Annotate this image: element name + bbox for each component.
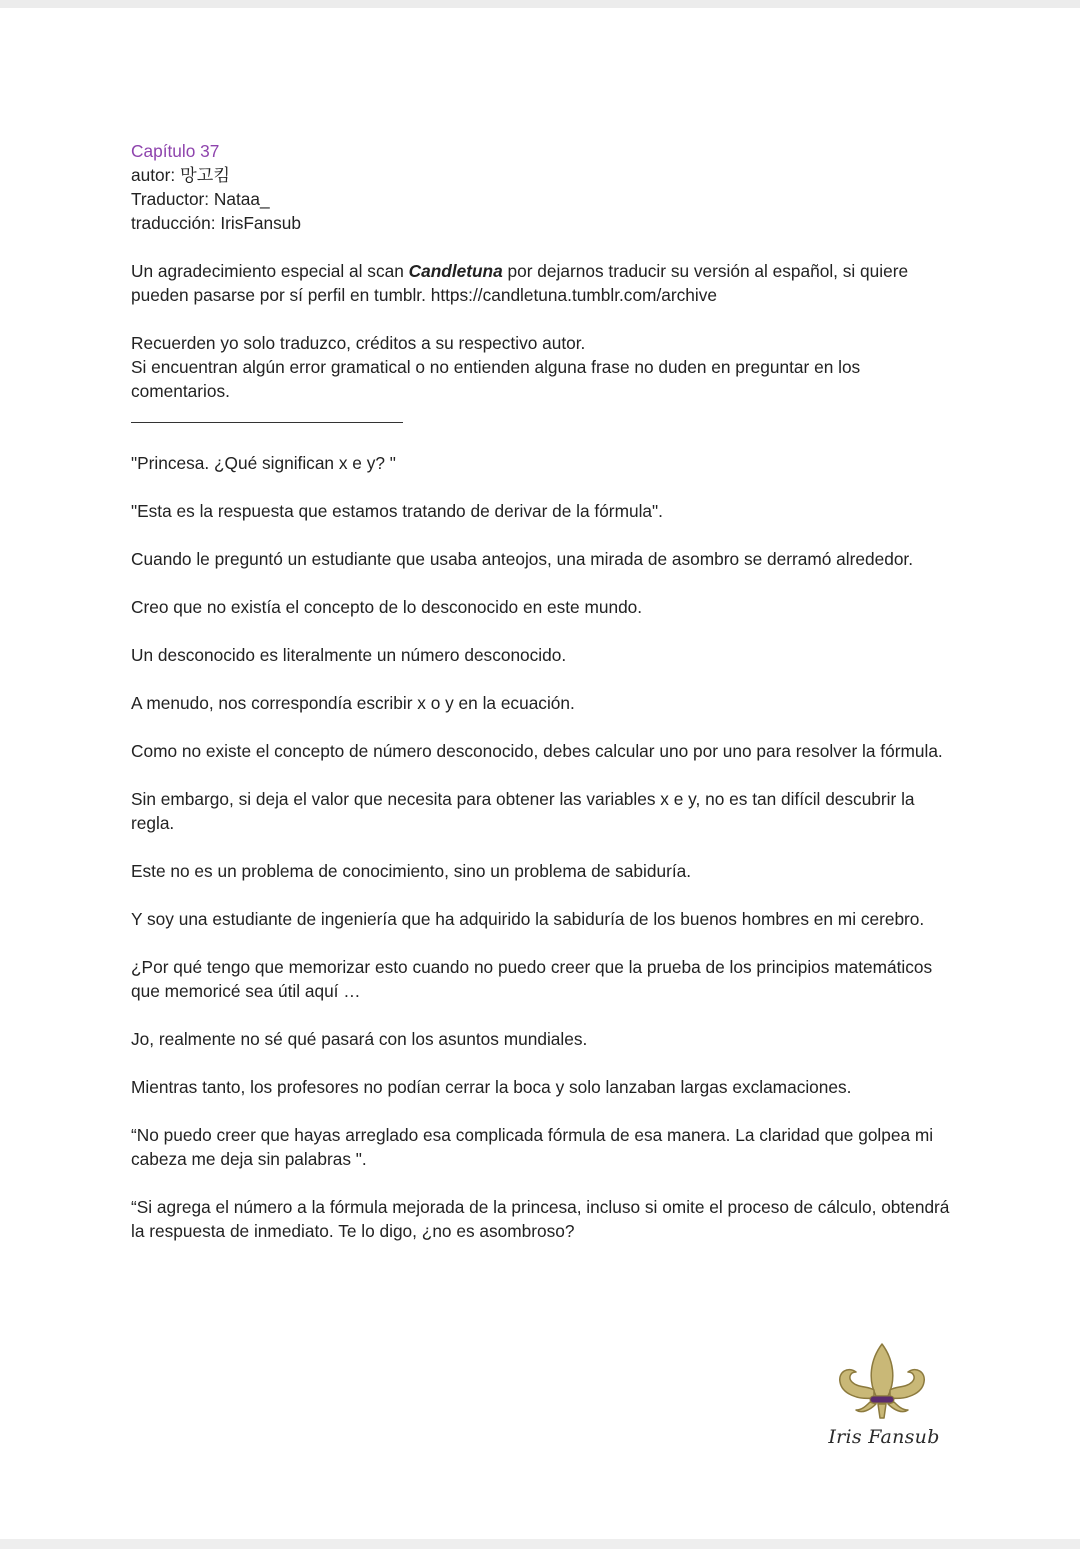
document-body [131,139,953,1243]
scan-name: Candletuna [408,261,503,281]
thanks-before: Un agradecimiento especial al scan [131,261,409,281]
chapter-title: Capítulo 37 [131,141,220,161]
paragraph: Como no existe el concepto de número desconocido, debes calcular uno por uno para resolver la fórmula. [131,741,943,761]
translator-line: Traductor: Nataa_ [131,189,270,209]
paragraph: ¿Por qué tengo que memorizar esto cuando no puedo creer que la prueba de los principios matemáticos que memoricé sea útil aquí … [131,957,933,1001]
paragraph: Un desconocido es literalmente un número desconocido. [131,645,567,665]
paragraph: “No puedo creer que hayas arreglado esa complicada fórmula de esa manera. La claridad que golpea mi cabeza me deja sin palabras ". [131,1125,934,1169]
paragraph: Mientras tanto, los profesores no podían cerrar la boca y solo lanzaban largas exclamaciones. [131,1077,852,1097]
paragraph: Y soy una estudiante de ingeniería que ha adquirido la sabiduría de los buenos hombres en mi cerebro. [131,909,925,929]
author-line: autor: 망고킴 [131,165,231,185]
paragraph: Cuando le preguntó un estudiante que usaba anteojos, una mirada de asombro se derramó alrededor. [131,549,914,569]
paragraph: Creo que no existía el concepto de lo desconocido en este mundo. [131,597,643,617]
translation-line: traducción: IrisFansub [131,213,302,233]
paragraph: Jo, realmente no sé qué pasará con los asuntos mundiales. [131,1029,588,1049]
paragraph: Sin embargo, si deja el valor que necesita para obtener las variables x e y, no es tan difícil descubrir la regla. [131,789,915,833]
note-line-2: Si encuentran algún error gramatical o no entienden alguna frase no duden en preguntar en los comentarios. [131,357,861,401]
logo-text: Iris Fansub [828,1426,940,1448]
paragraph: "Esta es la respuesta que estamos tratando de derivar de la fórmula". [131,501,663,521]
thanks-after: por dejarnos traducir su versión al español, si quiere pueden pasarse por sí perfil en tumblr. https://candletuna.tumblr.com/archive [131,261,909,305]
iris-fansub-logo [828,1338,940,1458]
paragraph: “Si agrega el número a la fórmula mejorada de la princesa, incluso si omite el proceso de cálculo, obtendrá la respuesta de inmediato. Te lo digo, ¿no es asombroso? [131,1197,950,1241]
thanks-paragraph [131,259,953,307]
fleur-de-lis-icon [828,1338,940,1426]
paragraph: "Princesa. ¿Qué significan x e y? " [131,453,396,473]
separator-line [131,422,403,423]
paragraph: A menudo, nos correspondía escribir x o y en la ecuación. [131,693,575,713]
top-edge-shadow [0,0,1080,8]
note-line-1: Recuerden yo solo traduzco, créditos a su respectivo autor. [131,333,586,353]
paragraph: Este no es un problema de conocimiento, sino un problema de sabiduría. [131,861,692,881]
logo-band [870,1396,894,1403]
bottom-edge-shadow [0,1539,1080,1549]
